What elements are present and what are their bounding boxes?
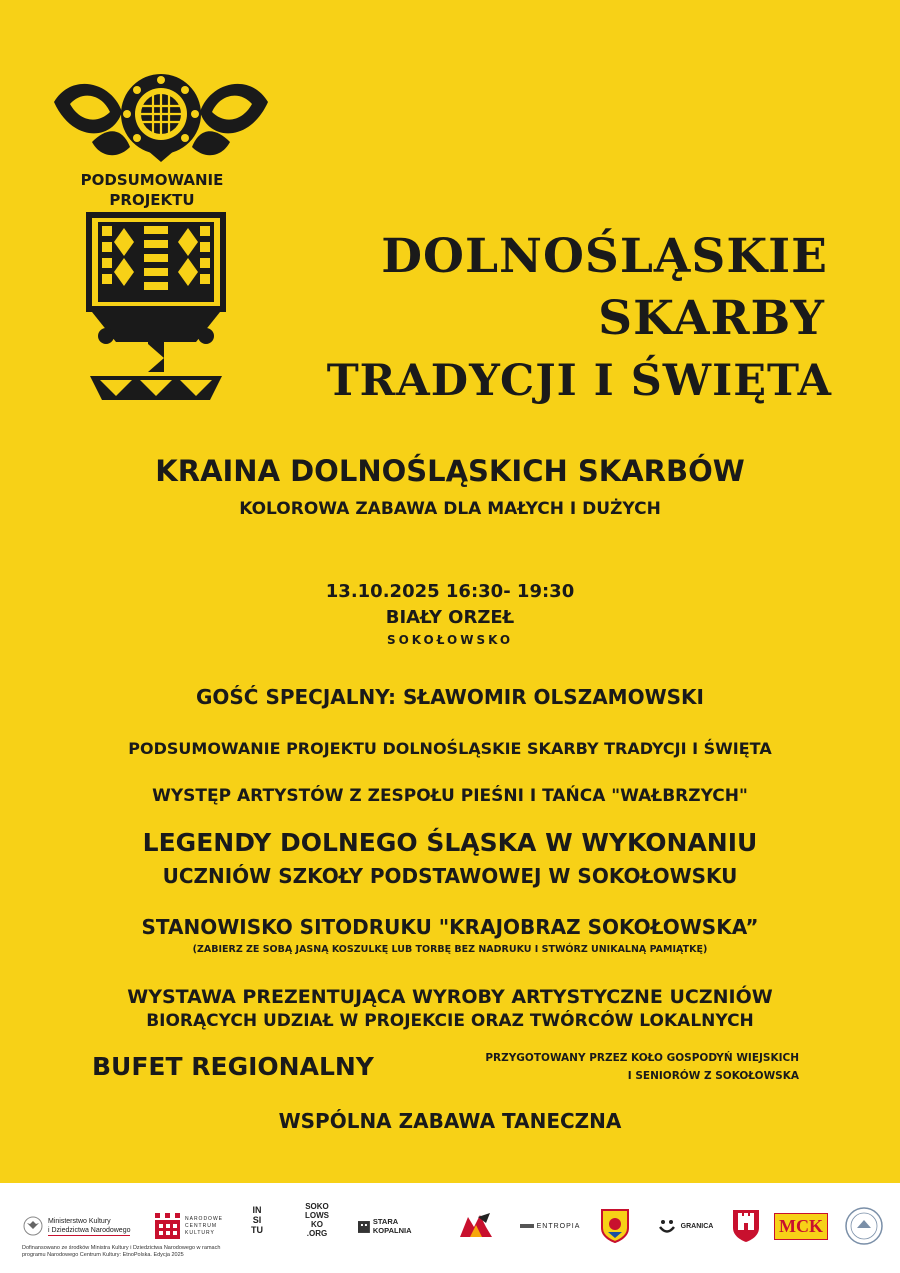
granica-name: GRANICA bbox=[680, 1222, 714, 1230]
program-item-legends-line1: LEGENDY DOLNEGO ŚLĄSKA W WYKONANIU bbox=[142, 828, 758, 857]
summary-label-line1: PODSUMOWANIE bbox=[80, 171, 224, 189]
buffet-note-line1: PRZYGOTOWANY PRZEZ KOŁO GOSPODYŃ WIEJSKICH bbox=[485, 1052, 799, 1064]
buffet-title: BUFET REGIONALNY bbox=[92, 1052, 374, 1081]
coat-of-arms-1-logo bbox=[598, 1206, 632, 1246]
round-seal-icon bbox=[844, 1206, 884, 1246]
insitu-logo: IN SI TU bbox=[251, 1205, 263, 1235]
stara-kopalnia-logo bbox=[358, 1206, 438, 1246]
nck-name-line3: KULTURY bbox=[185, 1229, 215, 1236]
floral-ornament-icon bbox=[52, 72, 270, 162]
bwa-emblem-icon bbox=[458, 1213, 494, 1239]
entropia-logo bbox=[514, 1206, 586, 1246]
title-line-2: SKARBY bbox=[598, 291, 825, 346]
funding-note: Dofinansowano ze środków Ministra Kultury i Dziedzictwa Narodowego w ramach programu Narodowego Centrum Kultury: EtnoPolska. Edycja 2025 bbox=[22, 1245, 221, 1258]
event-town: SOKOŁOWSKO bbox=[386, 633, 514, 647]
entropia-name: ENTROPIA bbox=[536, 1222, 581, 1230]
smile-icon bbox=[657, 1216, 677, 1236]
stara-kopalnia-name: STARA KOPALNIA bbox=[372, 1217, 412, 1235]
program-item-exhibition-line1: WYSTAWA PREZENTUJĄCA WYROBY ARTYSTYCZNE UCZNIÓW bbox=[127, 986, 773, 1008]
folk-vase-icon bbox=[86, 212, 226, 400]
nck-logo bbox=[154, 1206, 224, 1246]
event-name: KRAINA DOLNOŚLĄSKICH SKARBÓW bbox=[155, 454, 745, 488]
nck-name-line1: NARODOWE bbox=[185, 1215, 223, 1222]
ministry-name-line1: Ministerstwo Kultury bbox=[48, 1217, 111, 1225]
program-item-legends-line2: UCZNIÓW SZKOŁY PODSTAWOWEJ W SOKOŁOWSKU bbox=[162, 864, 738, 888]
mck-name: MCK bbox=[774, 1213, 828, 1240]
granica-logo bbox=[650, 1206, 720, 1246]
castle-shield-icon bbox=[732, 1208, 760, 1244]
mck-logo bbox=[772, 1206, 830, 1246]
program-item-screen-printing: STANOWISKO SITODRUKU "KRAJOBRAZ SOKOŁOWSKA” bbox=[141, 915, 759, 939]
closing-dance: WSPÓLNA ZABAWA TANECZNA bbox=[278, 1109, 622, 1133]
ministry-name-line2: i Dziedzictwa Narodowego bbox=[48, 1226, 131, 1234]
sokolowsko-org-logo: SOKO LOWS KO .ORG bbox=[305, 1202, 329, 1238]
ministry-logo bbox=[22, 1206, 142, 1246]
nck-castle-icon bbox=[155, 1213, 181, 1239]
title-line-3: TRADYCJI I ŚWIĘTA bbox=[326, 356, 832, 406]
bwa-logo bbox=[456, 1206, 496, 1246]
nck-name-line2: CENTRUM bbox=[185, 1222, 217, 1229]
program-item-screen-printing-note: (ZABIERZ ZE SOBĄ JASNĄ KOSZULKĘ LUB TORBĘ BEZ NADRUKU I STWÓRZ UNIKALNĄ PAMIĄTKĘ) bbox=[192, 944, 708, 955]
round-seal-logo bbox=[842, 1206, 886, 1246]
buffet-note-line2: I SENIORÓW Z SOKOŁOWSKA bbox=[627, 1070, 799, 1082]
building-icon bbox=[358, 1219, 370, 1233]
event-date-time: 13.10.2025 16:30- 19:30 bbox=[325, 581, 575, 602]
title-line-1: DOLNOŚLĄSKIE bbox=[381, 229, 828, 284]
entropia-mark-icon bbox=[520, 1221, 534, 1231]
program-item-exhibition-line2: BIORĄCYCH UDZIAŁ W PROJEKCIE ORAZ TWÓRCÓW LOKALNYCH bbox=[146, 1011, 754, 1031]
special-guest: GOŚĆ SPECJALNY: SŁAWOMIR OLSZAMOWSKI bbox=[195, 685, 704, 709]
coat-of-arms-2-logo bbox=[728, 1206, 764, 1246]
event-venue: BIAŁY ORZEŁ bbox=[385, 607, 515, 628]
summary-label-line2: PROJEKTU bbox=[109, 191, 195, 209]
program-item-performance: WYSTĘP ARTYSTÓW Z ZESPOŁU PIEŚNI I TAŃCA "WAŁBRZYCH" bbox=[152, 786, 748, 806]
program-item-summary: PODSUMOWANIE PROJEKTU DOLNOŚLĄSKIE SKARBY TRADYCJI I ŚWIĘTA bbox=[128, 739, 772, 758]
event-tagline: KOLOROWA ZABAWA DLA MAŁYCH I DUŻYCH bbox=[239, 499, 661, 519]
shield-icon bbox=[600, 1208, 630, 1244]
eagle-emblem-icon bbox=[22, 1215, 44, 1237]
